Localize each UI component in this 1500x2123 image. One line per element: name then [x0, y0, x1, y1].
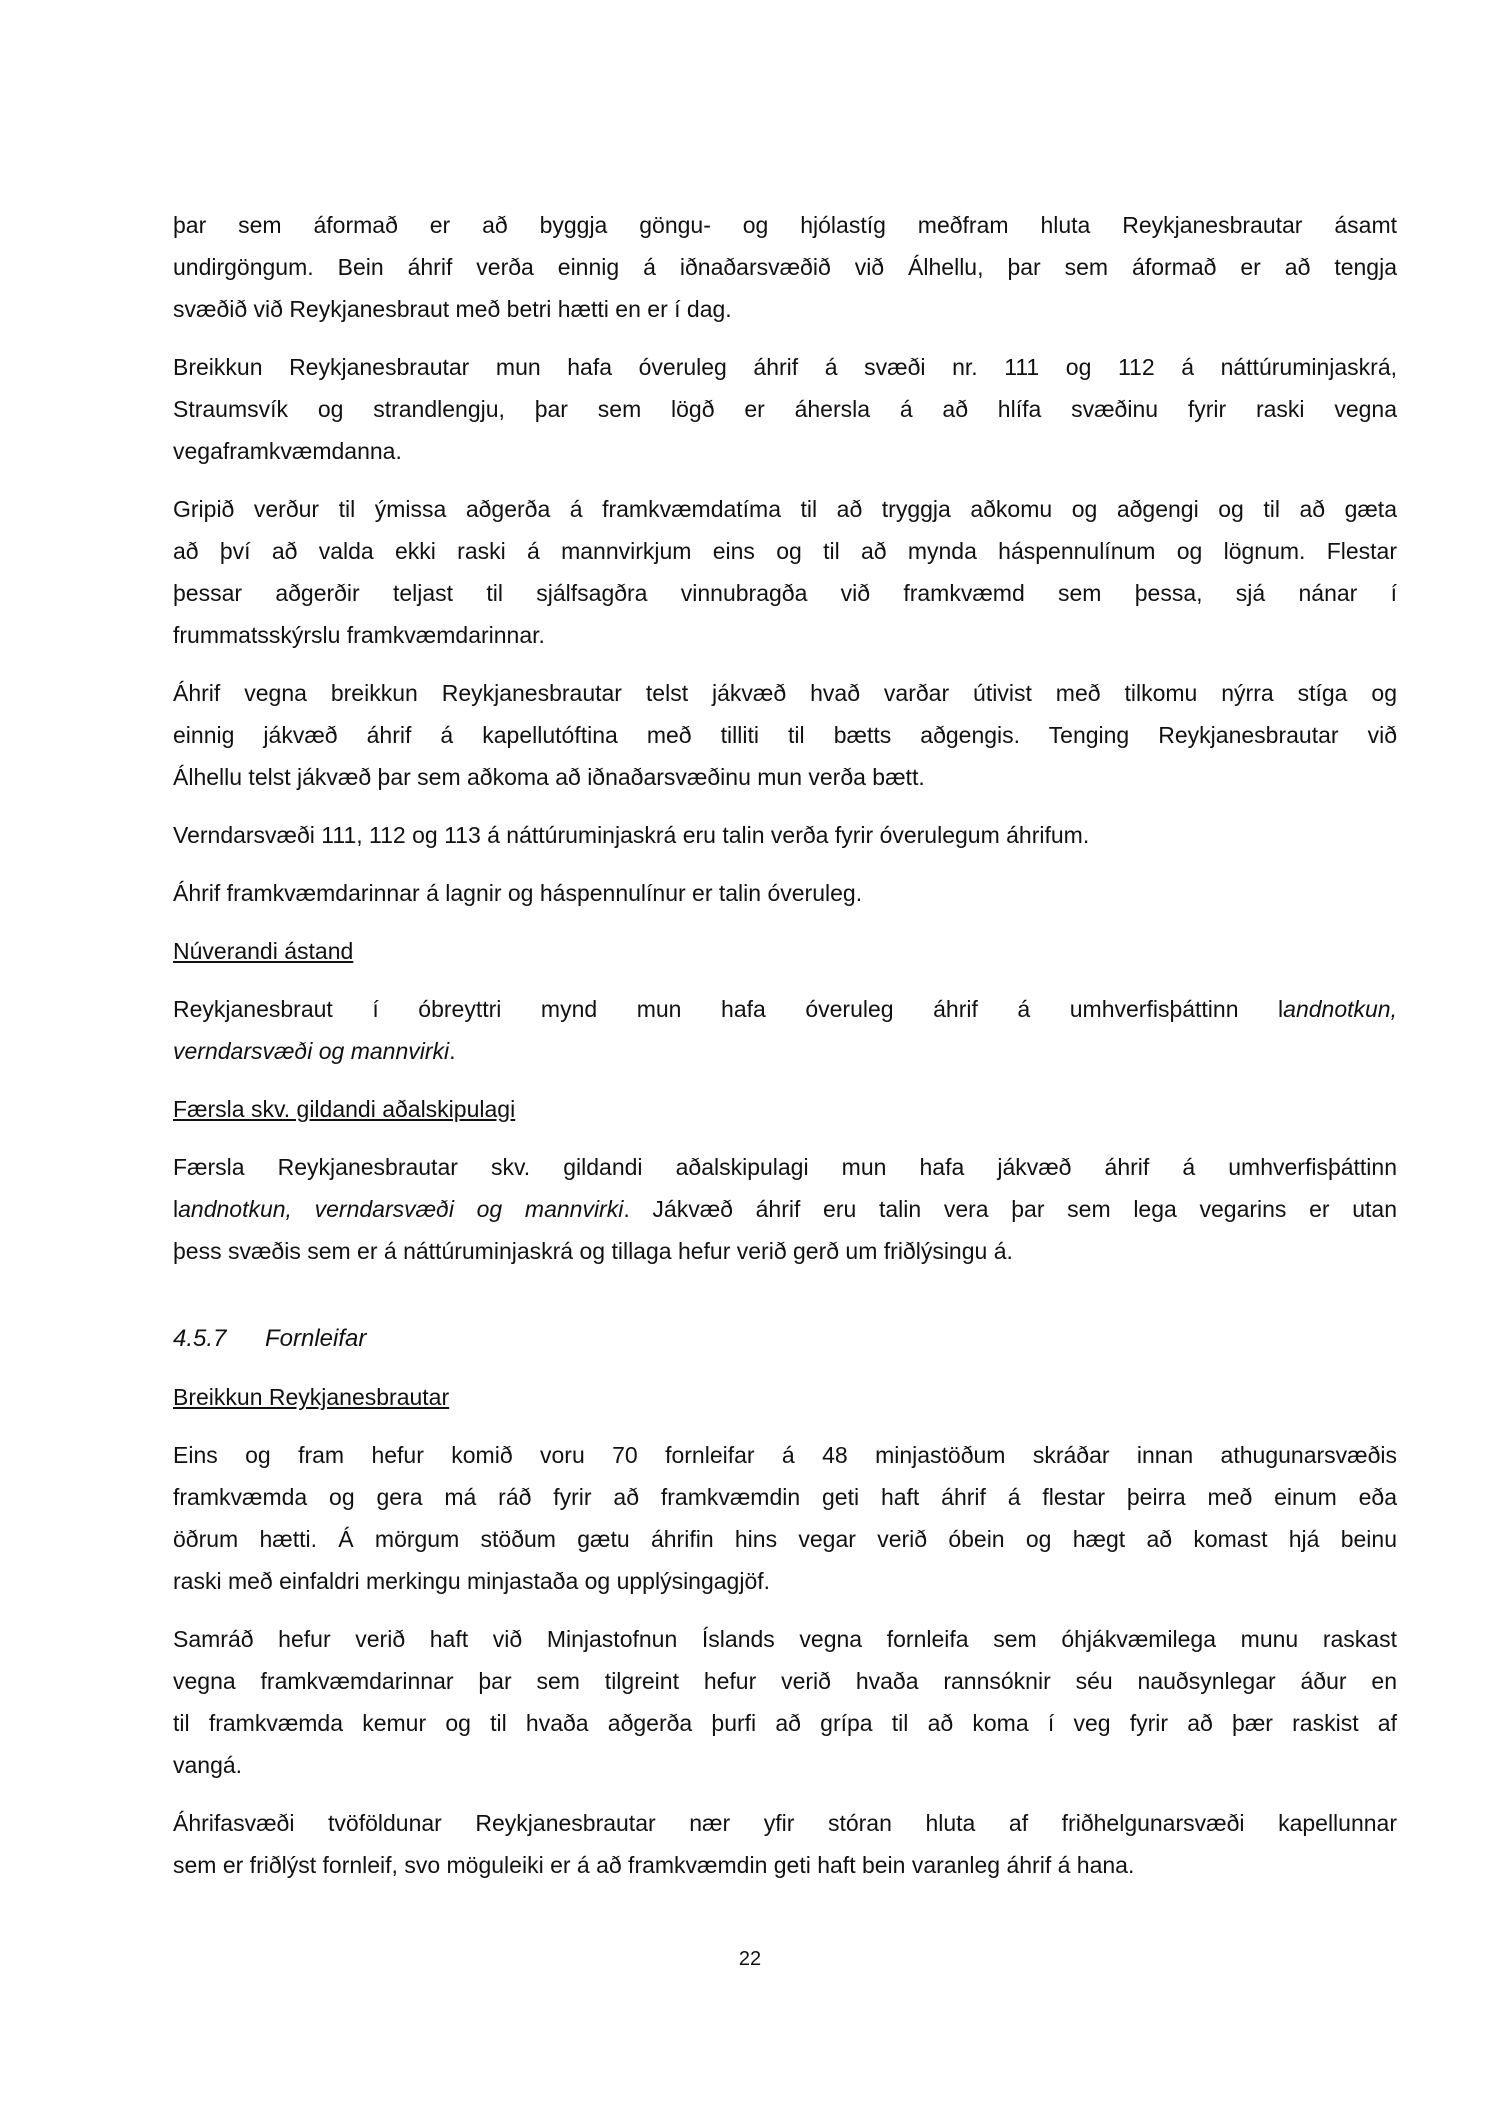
text-line — [173, 1030, 1397, 1072]
paragraph — [173, 1434, 1397, 1602]
text-span: Reykjanesbraut í óbreyttri mynd mun hafa óveruleg áhrif á umhverfisþáttinn l — [173, 996, 1284, 1022]
subheading-nuverandi-astand: Núverandi ástand — [173, 938, 354, 964]
text-span: . — [449, 1038, 456, 1064]
italic-span: andnotkun, — [1283, 996, 1397, 1022]
text-line: Eins og fram hefur komið voru 70 fornleifar á 48 minjastöðum skráðar innan athugunarsvæðis — [173, 1442, 1397, 1468]
text-line: vegna framkvæmdarinnar þar sem tilgreint hefur verið hvaða rannsóknir séu nauðsynlegar áður en — [173, 1668, 1397, 1694]
text-line: Breikkun Reykjanesbrautar mun hafa óveruleg áhrif á svæði nr. 111 og 112 á náttúruminjaskrá, — [173, 354, 1397, 380]
subheading-breikkun: Breikkun Reykjanesbrautar — [173, 1384, 450, 1410]
paragraph — [173, 672, 1397, 798]
paragraphs-group-b — [173, 1434, 1397, 1886]
italic-span: andnotkun, verndarsvæði og mannvirki — [178, 1196, 624, 1222]
paragraph-nuverandi — [173, 988, 1397, 1072]
text-line: þessar aðgerðir teljast til sjálfsagðra vinnubragða við framkvæmd sem þessa, sjá nánar í — [173, 580, 1397, 606]
text-line: öðrum hætti. Á mörgum stöðum gætu áhrifin hins vegar verið óbein og hægt að komast hjá beinu — [173, 1526, 1397, 1552]
text-line: Færsla Reykjanesbrautar skv. gildandi aðalskipulagi mun hafa jákvæð áhrif á umhverfisþáttinn — [173, 1154, 1397, 1180]
subheading-faersla: Færsla skv. gildandi aðalskipulagi — [173, 1096, 516, 1122]
text-line: sem er friðlýst fornleif, svo möguleiki er á að framkvæmdin geti haft bein varanleg áhrif á hana. — [173, 1852, 1135, 1878]
text-line: að því að valda ekki raski á mannvirkjum eins og til að mynda háspennulínum og lögnum. Flestar — [173, 538, 1397, 564]
text-line — [173, 988, 1397, 1030]
text-line: Verndarsvæði 111, 112 og 113 á náttúruminjaskrá eru talin verða fyrir óverulegum áhrifum. — [173, 822, 1090, 848]
section-heading — [173, 1318, 1397, 1360]
section-title: Fornleifar — [265, 1325, 367, 1352]
text-line: Straumsvík og strandlengju, þar sem lögð er áhersla á að hlífa svæðinu fyrir raski vegna — [173, 396, 1397, 422]
paragraph-faersla — [173, 1146, 1397, 1272]
text-line: frummatsskýrslu framkvæmdarinnar. — [173, 622, 545, 648]
paragraphs-group-a — [173, 204, 1397, 914]
text-line: raski með einfaldri merkingu minjastaða og upplýsingagjöf. — [173, 1568, 771, 1594]
text-line: framkvæmda og gera má ráð fyrir að framkvæmdin geti haft áhrif á flestar þeirra með einum eða — [173, 1484, 1397, 1510]
italic-span: verndarsvæði og mannvirki — [173, 1038, 450, 1064]
text-line: Áhrif framkvæmdarinnar á lagnir og háspennulínur er talin óveruleg. — [173, 880, 863, 906]
text-line: þess svæðis sem er á náttúruminjaskrá og tillaga hefur verið gerð um friðlýsingu á. — [173, 1238, 1013, 1264]
section-number: 4.5.7 — [173, 1325, 227, 1352]
paragraph — [173, 872, 1397, 914]
text-span: . Jákvæð áhrif eru talin vera þar sem lega vegarins er utan — [623, 1196, 1397, 1222]
text-line: Áhrif vegna breikkun Reykjanesbrautar telst jákvæð hvað varðar útivist með tilkomu nýrra stíga og — [173, 680, 1397, 706]
paragraph — [173, 346, 1397, 472]
text-span: l — [173, 1196, 179, 1222]
text-line: einnig jákvæð áhrif á kapellutóftina með tilliti til bætts aðgengis. Tenging Reykjanesbrautar við — [173, 722, 1397, 748]
page-number: 22 — [738, 1948, 762, 1970]
text-line: Álhellu telst jákvæð þar sem aðkoma að iðnaðarsvæðinu mun verða bætt. — [173, 764, 925, 790]
paragraph — [173, 1802, 1397, 1886]
text-line: þar sem áformað er að byggja göngu- og hjólastíg meðfram hluta Reykjanesbrautar ásamt — [173, 212, 1397, 238]
text-line: Samráð hefur verið haft við Minjastofnun Íslands vegna fornleifa sem óhjákvæmilega munu raskast — [173, 1626, 1397, 1652]
paragraph — [173, 204, 1397, 330]
page-body — [173, 204, 1397, 1902]
text-line: vangá. — [173, 1752, 243, 1778]
text-line: svæðið við Reykjanesbraut með betri hætti en er í dag. — [173, 296, 732, 322]
text-line — [173, 1188, 1397, 1230]
text-line: undirgöngum. Bein áhrif verða einnig á iðnaðarsvæðið við Álhellu, þar sem áformað er að tengja — [173, 254, 1397, 280]
paragraph — [173, 488, 1397, 656]
text-line: Gripið verður til ýmissa aðgerða á framkvæmdatíma til að tryggja aðkomu og aðgengi og til að gæta — [173, 496, 1397, 522]
text-line: vegaframkvæmdanna. — [173, 438, 402, 464]
text-line: Áhrifasvæði tvöföldunar Reykjanesbrautar nær yfir stóran hluta af friðhelgunarsvæði kapellunnar — [173, 1810, 1397, 1836]
text-line: til framkvæmda kemur og til hvaða aðgerða þurfi að grípa til að koma í veg fyrir að þær raskist af — [173, 1710, 1397, 1736]
paragraph — [173, 1618, 1397, 1786]
paragraph — [173, 814, 1397, 856]
